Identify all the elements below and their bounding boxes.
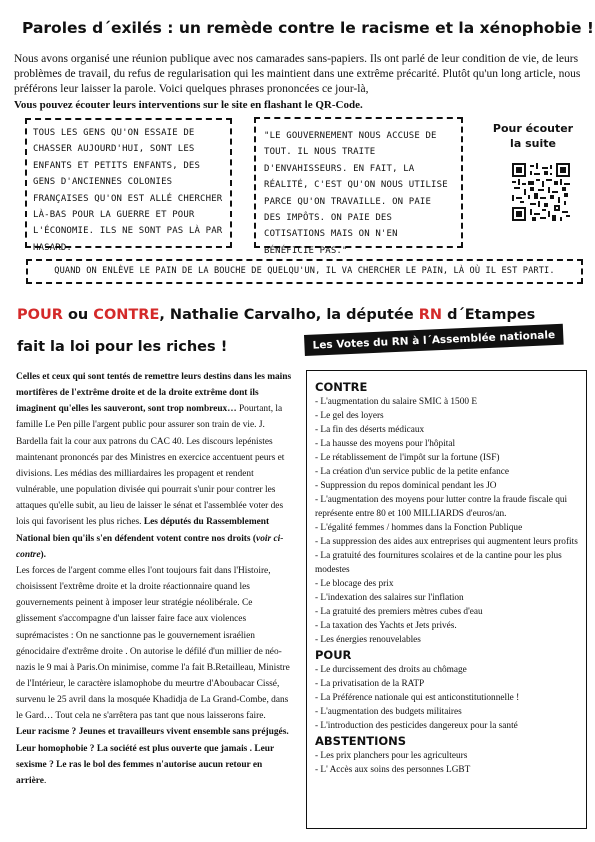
- quote-box-2: "LE GOUVERNEMENT NOUS ACCUSE DE TOUT. IL NOUS TRAITE D'ENVAHISSEURS. EN FAIT, LA RÉALITÉ, C'EST QU'ON NOUS UTILISE PARCE QU'ON TRAVAILLE. ON PAIE DES IMPÔTS. ON PAIE DES COTISATIONS MAIS ON N'EN BÉNÉFICIE PAS.": [254, 117, 463, 248]
- list-item: - Le rétablissement de l'impôt sur la fortune (ISF): [315, 453, 500, 463]
- quote-box-1: TOUS LES GENS QU'ON ESSAIE DE CHASSER AUJOURD'HUI, SONT LES ENFANTS ET PETITS ENFANTS, DES GENS D'ANCIENNES COLONIES FRANÇAISES QU'ON EST ALLÉ CHERCHER LÀ-BAS POUR LA GUERRE ET POUR L'ÉCONOMIE. ILS NE SONT PAS LÀ PAR HASARD.: [25, 118, 232, 248]
- list-item: - La création d'un service public de la petite enfance: [315, 467, 509, 477]
- votes-banner: Les Votes du RN à l´Assemblée nationale: [304, 324, 564, 356]
- list-item: - La Préférence nationale qui est anticonstitutionnelle !: [315, 693, 520, 703]
- list-item: - La fin des déserts médicaux: [315, 425, 425, 435]
- votes-pour-list: [315, 663, 580, 733]
- body-p1-bold3: ).: [40, 549, 46, 560]
- quote-box-3: QUAND ON ENLÈVE LE PAIN DE LA BOUCHE DE QUELQU'UN, IL VA CHERCHER LE PAIN, LÀ OÙ IL EST PARTI.: [26, 259, 583, 284]
- list-item: - Les prix planchers pour les agriculteurs: [315, 751, 468, 761]
- body-p3-end: .: [43, 775, 47, 786]
- title-rest1: , Nathalie Carvalho, la députée: [159, 307, 419, 323]
- title-ou: ou: [62, 307, 94, 323]
- title-rest2: d´Etampes: [442, 307, 536, 323]
- title-contre: CONTRE: [93, 307, 160, 323]
- votes-contre-heading: CONTRE: [315, 380, 368, 394]
- votes-abstentions-list: [315, 749, 580, 777]
- article-body: [16, 369, 292, 789]
- section1-intro-bold: Vous pouvez écouter leurs interventions sur le site en flashant le QR-Code.: [14, 98, 363, 111]
- list-item: - La suppression des aides aux entreprises qui augmentent leurs profits: [315, 537, 578, 547]
- list-item: - L'égalité femmes / hommes dans la Fonction Publique: [315, 523, 523, 533]
- votes-pour-heading: POUR: [315, 648, 352, 662]
- section1-intro-text: Nous avons organisé une réunion publique avec nos camarades sans-papiers. Ils ont parlé de leur condition de vie, de leurs problèmes de travail, du refus de regularisation qui les maintient dans une extrême précarité. Plutôt qu'un long article, nous préférons leur laisser la parole. Voici quelques phrases prononcées ce jour-là,: [14, 53, 581, 96]
- list-item: - Le gel des loyers: [315, 411, 384, 421]
- body-p1-bold: Celles et ceux qui sont tentés de remettre leurs destins dans les mains mortifères de l'extrême droite et de la droite extrême dont ils imaginent qu'elles les sauveront, sont trop nombreux…: [16, 372, 292, 415]
- list-item: - L' Accès aux soins des personnes LGBT: [315, 765, 471, 775]
- list-item: - L'introduction des pesticides dangereux pour la santé: [315, 721, 518, 731]
- list-item: - Les énergies renouvelables: [315, 635, 421, 645]
- body-p3-bold: Leur racisme ? Jeunes et travailleurs vivent ensemble sans préjugés. Leur homophobie ? La société est plus ouverte que jamais . Leur sexisme ? Le ras le bol des femmes n'autorise aucun retour en arrière: [16, 727, 289, 786]
- section2-title-line1: [17, 307, 535, 323]
- qr-code-icon[interactable]: [512, 163, 570, 221]
- body-p1: Pourtant, la famille Le Pen pille l'argent public pour assurer son train de vie. J. Bardella fait la cour aux patrons du CAC 40. Les discours lepénistes maintenant prononcés par des Ministres en exercice accentuent peurs et divisions. Les médias des milliardaires les propagent et rendent vulnérable, une population divisée qui pourrait s'unir pour contrer les attaques qu'elle subit, au lieu de laisser le sénat et l'assemblée voter des lois qui favorisent les plus riches.: [16, 404, 285, 528]
- votes-box: [306, 370, 587, 829]
- list-item: - L'augmentation des budgets militaires: [315, 707, 462, 717]
- body-p1-italic: voir ci-contre: [16, 533, 284, 560]
- body-p3: [16, 724, 292, 789]
- list-item: - La privatisation de la RATP: [315, 679, 425, 689]
- list-item: - L'augmentation du salaire SMIC à 1500 E: [315, 397, 478, 407]
- list-item: - La gratuité des fournitures scolaires et de la cantine pour les plus modestes: [315, 551, 562, 575]
- list-item: - Le blocage des prix: [315, 579, 394, 589]
- title-rn: RN: [418, 307, 443, 323]
- section1-intro: [14, 52, 584, 113]
- list-item: - La taxation des Yachts et Jets privés.: [315, 621, 457, 631]
- votes-contre-list: [315, 395, 580, 647]
- qr-label: Pour écouter la suite: [492, 122, 574, 150]
- title-pour: POUR: [17, 307, 63, 323]
- body-p1-bold2: Les députés du Rassemblement National bien qu'ils s'en défendent votent contre nos droits (: [16, 517, 270, 544]
- votes-abstentions-heading: ABSTENTIONS: [315, 734, 407, 748]
- list-item: - L'indexation des salaires sur l'inflation: [315, 593, 464, 603]
- section2-title-line2: fait la loi pour les riches !: [17, 339, 228, 355]
- section1-title: Paroles d´exilés : un remède contre le racisme et la xénophobie !: [22, 19, 594, 37]
- body-p2: Les forces de l'argent comme elles l'ont toujours fait dans l'Histoire, choisissent l'extrême droite et la droite réactionnaire quand les gouvernements peinent à imposer leur stratégie néolibérale. Ce glissement s'accompagne d'un laisser faire face aux violences suprémacistes : On ne sanctionne pas le gouvernement israélien génocidaire d'extrême droite . On autorise le défilé d'un millier de néo-nazis le 9 mai à Paris.On minimise, comme l'a fait B.Retailleau, Ministre de l'Intérieur, le caractère islamophobe du meurtre d'Aboubacar Cissé, survenu le 25 avril dans la mosquée Khadidja de La Grand-Combe, dans le Gard… Tout cela ne s'arrêtera pas tant que nous laisserons faire.: [16, 565, 290, 722]
- list-item: - Suppression du repos dominical pendant les JO: [315, 481, 497, 491]
- list-item: - Le durcissement des droits au chômage: [315, 665, 467, 675]
- list-item: - La hausse des moyens pour l'hôpital: [315, 439, 456, 449]
- list-item: - La gratuité des premiers mètres cubes d'eau: [315, 607, 483, 617]
- list-item: - L'augmentation des moyens pour lutter contre la fraude fiscale qui représente entre 80 et 100 MILLIARDS d'euros/an.: [315, 495, 568, 519]
